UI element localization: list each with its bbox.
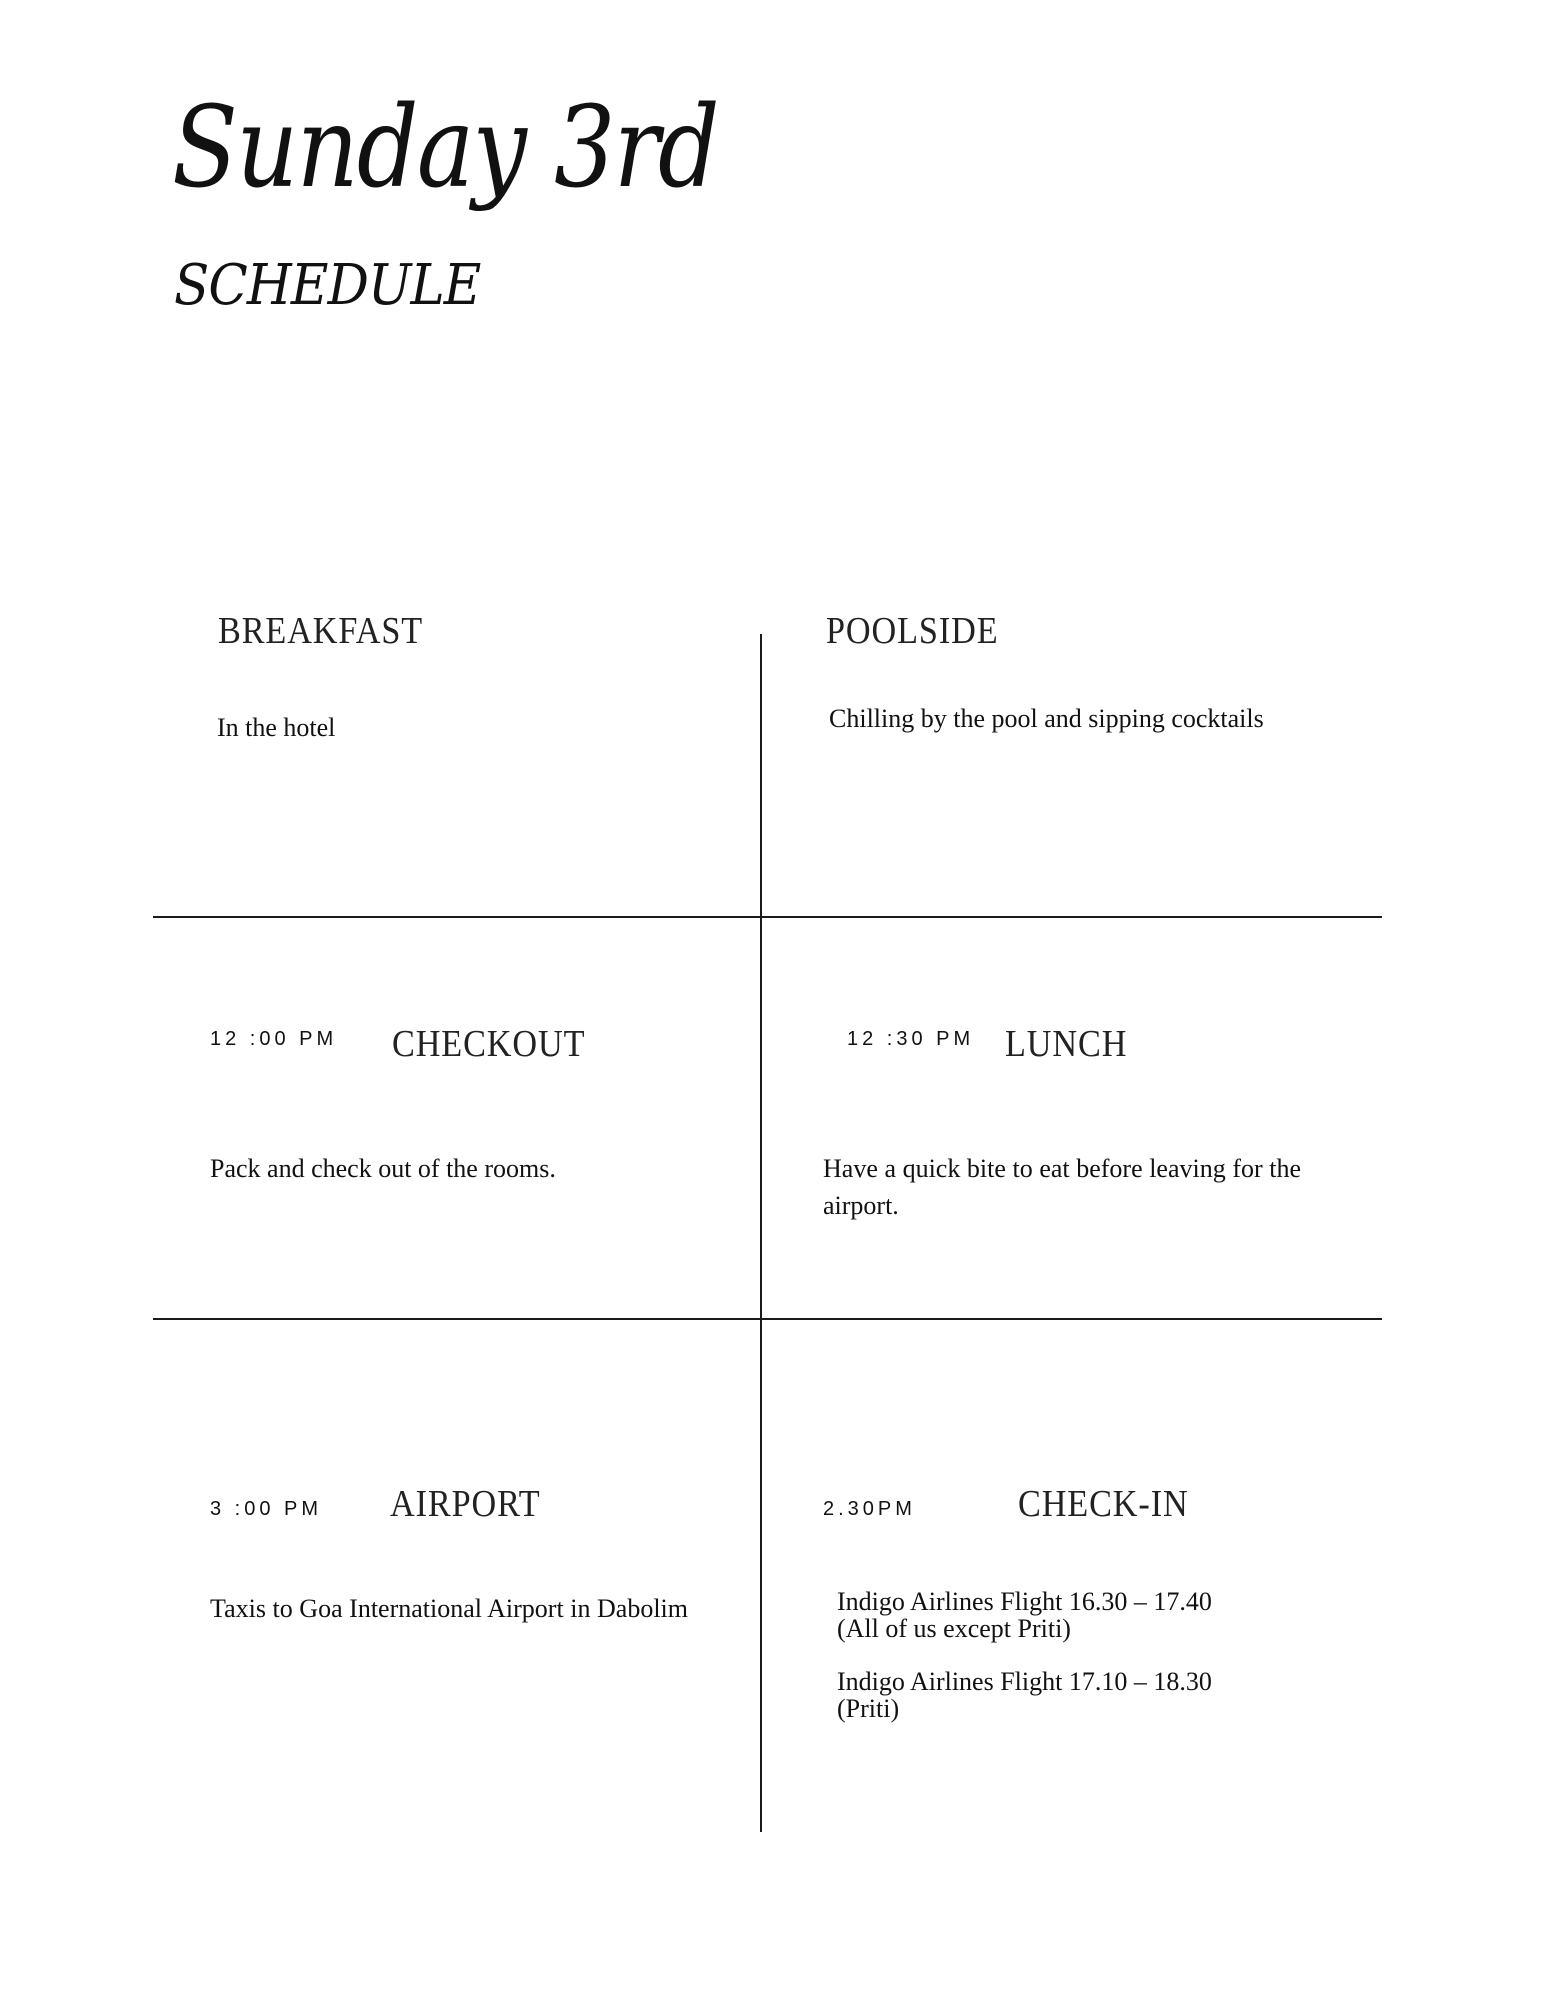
airport-time: 3 :00 PM: [210, 1498, 323, 1520]
flight-line: Indigo Airlines Flight 16.30 – 17.40: [837, 1587, 1212, 1616]
airport-description: Taxis to Goa International Airport in Dabolim: [210, 1594, 688, 1623]
lunch-heading: LUNCH: [1005, 1023, 1128, 1065]
checkin-time: 2.30PM: [823, 1498, 916, 1520]
checkout-time: 12 :00 PM: [210, 1028, 338, 1050]
grid-horizontal-divider-bottom: [153, 1318, 1382, 1320]
flight-line: Indigo Airlines Flight 17.10 – 18.30: [837, 1667, 1212, 1696]
flight-passengers: (Priti): [837, 1694, 900, 1723]
page-subtitle: SCHEDULE: [174, 253, 481, 318]
lunch-time: 12 :30 PM: [847, 1028, 975, 1050]
grid-vertical-divider: [760, 634, 762, 1832]
page-title: Sunday 3rd: [172, 83, 718, 213]
lunch-description: Have a quick bite to eat before leaving for the airport.: [823, 1154, 1301, 1220]
checkout-heading: CHECKOUT: [392, 1023, 586, 1065]
poolside-description: Chilling by the pool and sipping cocktails: [829, 704, 1264, 733]
flight-passengers: (All of us except Priti): [837, 1614, 1071, 1643]
breakfast-description: In the hotel: [217, 713, 336, 742]
grid-horizontal-divider-top: [153, 916, 1382, 918]
breakfast-heading: BREAKFAST: [218, 610, 424, 652]
checkin-heading: CHECK-IN: [1018, 1483, 1189, 1525]
checkout-description: Pack and check out of the rooms.: [210, 1154, 556, 1183]
flight-entry: [837, 1668, 1212, 1722]
poolside-heading: POOLSIDE: [826, 610, 999, 652]
flight-entry: [837, 1588, 1212, 1642]
airport-heading: AIRPORT: [390, 1483, 541, 1525]
